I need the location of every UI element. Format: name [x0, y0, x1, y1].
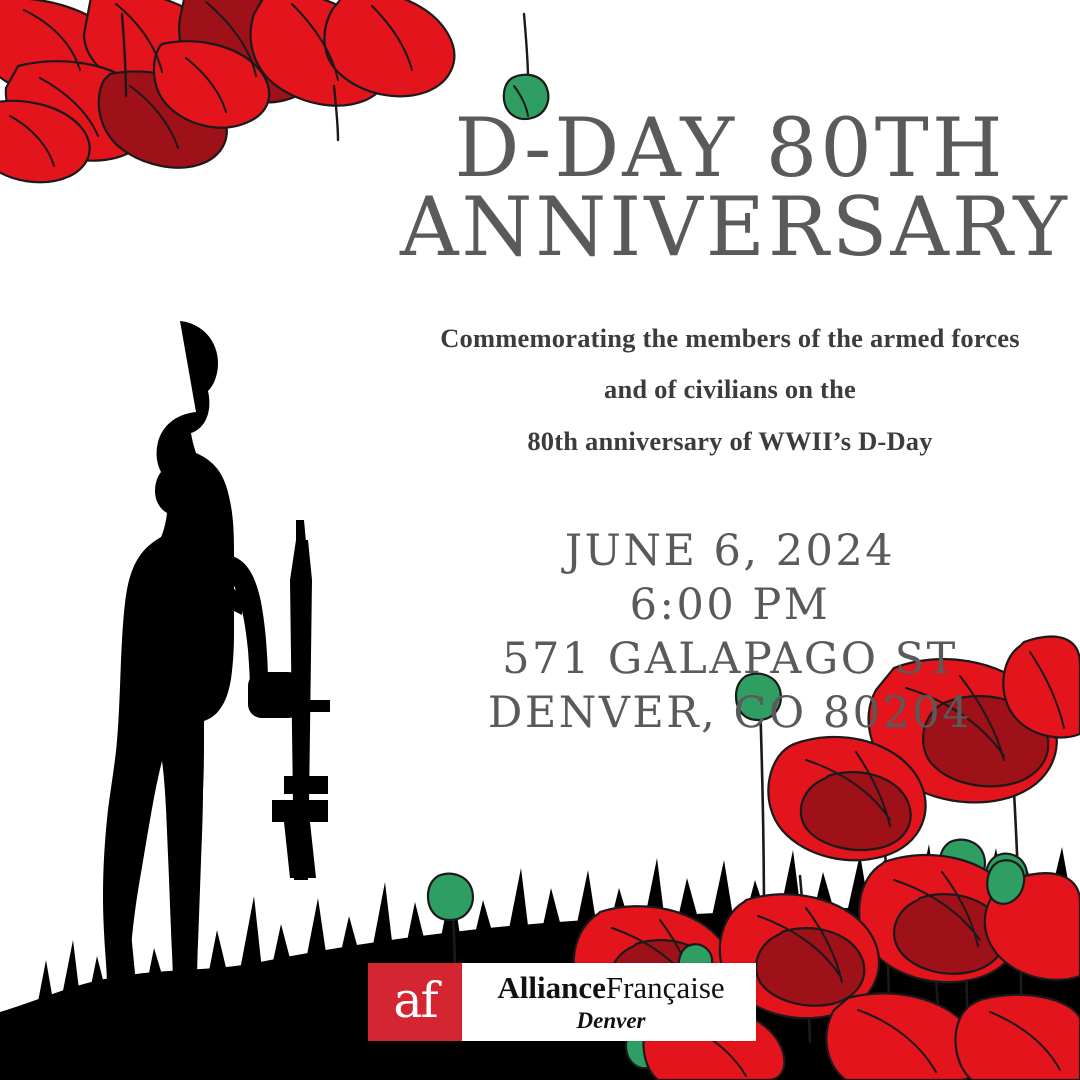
logo-name-bold: Alliance — [497, 970, 606, 1005]
event-time: 6:00 PM — [629, 579, 831, 630]
poster-text-block — [400, 102, 1070, 740]
event-address-line-1: 571 GALAPAGO ST — [502, 634, 958, 685]
title-line-1: D-DAY 80TH — [454, 102, 1006, 196]
af-monogram-icon — [368, 963, 462, 1041]
logo-name — [497, 972, 724, 1003]
subtitle-line-2: and of civilians on the — [604, 374, 856, 405]
logo-wordmark — [462, 963, 756, 1041]
alliance-francaise-logo — [368, 963, 756, 1041]
poster-subtitle — [400, 313, 1060, 468]
af-monogram-text: af — [393, 971, 437, 1029]
logo-city: Denver — [576, 1008, 646, 1033]
subtitle-line-1: Commemorating the members of the armed forces — [440, 322, 1020, 353]
logo-name-light: Française — [605, 970, 725, 1005]
event-details — [400, 524, 1060, 741]
event-address-line-2: DENVER, CO 80204 — [487, 688, 973, 739]
title-line-2: ANNIVERSARY — [400, 181, 1070, 276]
page-title — [400, 102, 1070, 276]
subtitle-line-3: 80th anniversary of WWII’s D-Day — [527, 426, 933, 457]
event-date: JUNE 6, 2024 — [564, 525, 896, 576]
